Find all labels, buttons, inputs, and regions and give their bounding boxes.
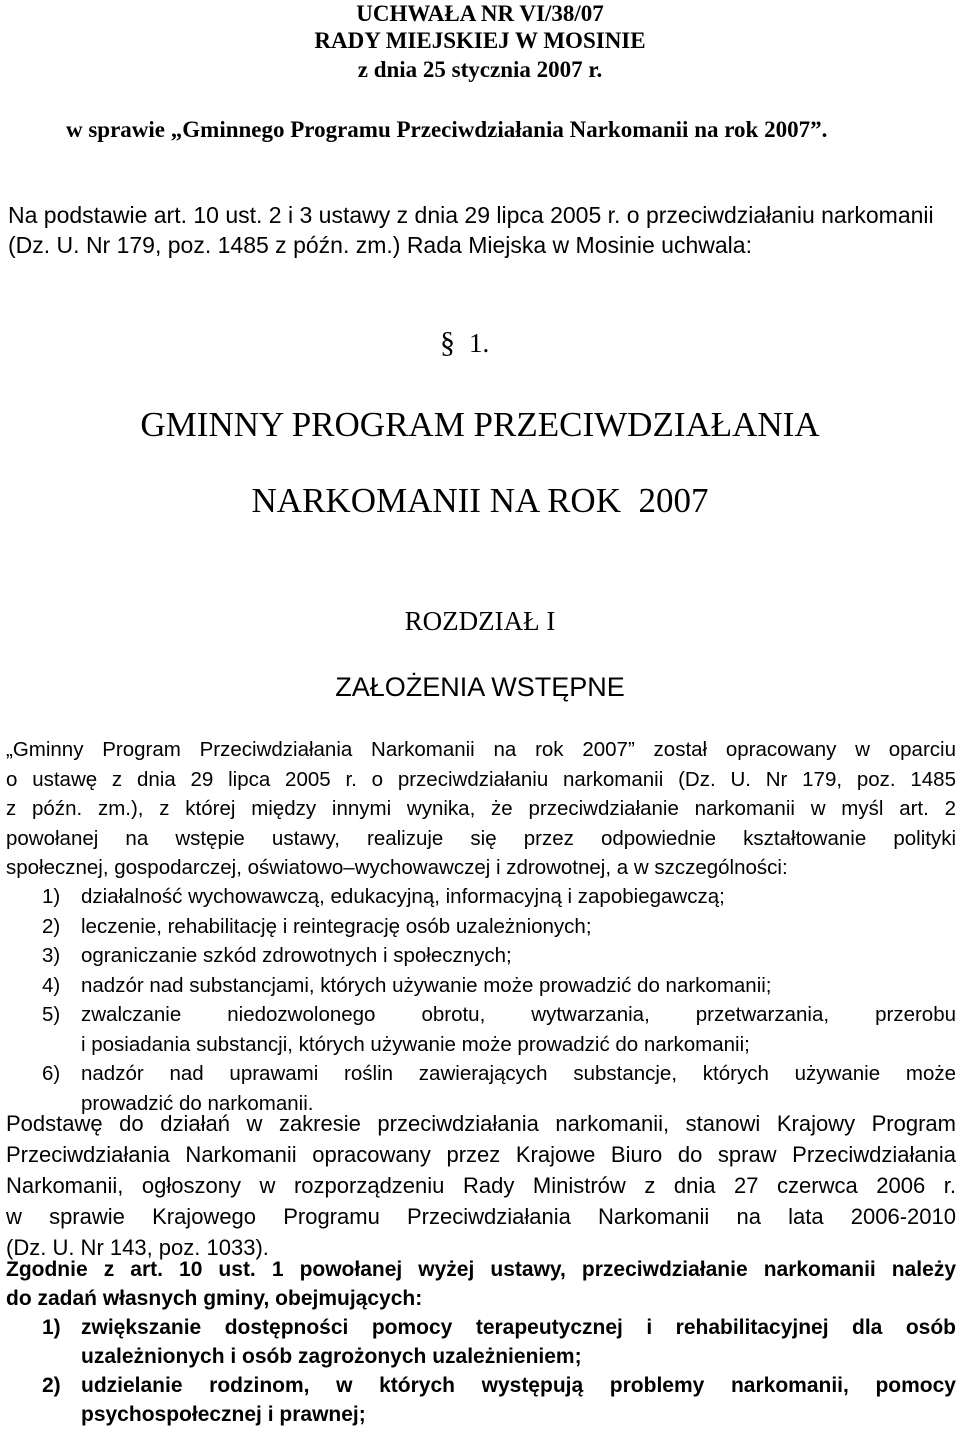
list-item xyxy=(6,941,956,971)
list-item-number: 1) xyxy=(42,1316,61,1339)
list-item-text: uzależnionych i osób zagrożonych uzależnieniem; xyxy=(81,1345,582,1368)
list-item xyxy=(6,971,956,1001)
resolution-number: UCHWAŁA NR VI/38/07 xyxy=(356,1,604,26)
paragraph-mark xyxy=(440,326,489,360)
list-item xyxy=(6,1313,956,1371)
list-item xyxy=(6,1371,956,1429)
list-item-text: nadzór nad uprawami roślin zawierających substancje, których używanie może xyxy=(81,1062,956,1085)
duties-list xyxy=(6,1313,956,1429)
list-item-text: prowadzić do narkomanii. xyxy=(81,1091,314,1115)
list-item xyxy=(6,912,956,942)
paragraph-line: Podstawę do działań w zakresie przeciwdziałania narkomanii, stanowi Krajowy Program xyxy=(6,1111,956,1136)
chapter-name: ZAŁOŻENIA WSTĘPNE xyxy=(335,672,625,702)
list-item-number: 2) xyxy=(42,1374,61,1397)
paragraph-line: Przeciwdziałania Narkomanii opracowany przez Krajowe Biuro do spraw Przeciwdziałania xyxy=(6,1142,956,1167)
list-item-number: 6) xyxy=(42,1062,61,1085)
intro-line: o ustawę z dnia 29 lipca 2005 r. o przeciwdziałaniu narkomanii (Dz. U. Nr 179, poz. 1485 xyxy=(6,767,956,791)
legal-basis xyxy=(8,200,958,260)
legal-basis-line: (Dz. U. Nr 179, poz. 1485 z późn. zm.) Rada Miejska w Mosinie uchwala: xyxy=(8,232,752,258)
paragraph-line: w sprawie Krajowego Programu Przeciwdziałania Narkomanii na lata 2006-2010 xyxy=(6,1204,956,1229)
paragraph-line: Narkomanii, ogłoszony w rozporządzeniu Rady Ministrów z dnia 27 czerwca 2006 r. xyxy=(6,1173,956,1198)
municipal-duties-intro xyxy=(6,1255,956,1313)
intro-line: „Gminny Program Przeciwdziałania Narkomanii na rok 2007” został opracowany w oparciu xyxy=(6,738,956,761)
list-item-text: leczenie, rehabilitację i reintegrację osób uzależnionych; xyxy=(81,914,592,938)
list-item-text: działalność wychowawczą, edukacyjną, informacyjną i zapobiegawczą; xyxy=(81,885,725,908)
paragraph-line: (Dz. U. Nr 143, poz. 1033). xyxy=(6,1235,269,1260)
list-item xyxy=(6,882,956,912)
list-item xyxy=(6,1000,956,1059)
list-item-text: psychospołecznej i prawnej; xyxy=(81,1403,366,1426)
intro-paragraph xyxy=(6,735,956,883)
national-program-paragraph xyxy=(6,1108,956,1263)
list-item-number: 1) xyxy=(42,885,61,908)
list-item-text: zwiększanie dostępności pomocy terapeutycznej i rehabilitacyjnej dla osób xyxy=(81,1316,956,1339)
tasks-list xyxy=(6,882,956,1118)
section-symbol: § xyxy=(440,326,455,359)
intro-line: z późn. zm.), z której między innymi wynika, że przeciwdziałanie narkomanii w myśl art. 2 xyxy=(6,797,956,820)
legal-basis-line: Na podstawie art. 10 ust. 2 i 3 ustawy z dnia 29 lipca 2005 r. o przeciwdziałaniu narkomanii xyxy=(8,202,934,228)
list-item-text: nadzór nad substancjami, których używanie może prowadzić do narkomanii; xyxy=(81,973,772,997)
resolution-date: z dnia 25 stycznia 2007 r. xyxy=(357,57,603,82)
list-item-number: 4) xyxy=(42,973,61,997)
list-item-number: 5) xyxy=(42,1003,61,1026)
list-item-number: 2) xyxy=(42,914,61,938)
list-item-text: zwalczanie niedozwolonego obrotu, wytwarzania, przetwarzania, przerobu xyxy=(81,1003,956,1026)
chapter-number: ROZDZIAŁ I xyxy=(404,606,556,636)
list-item-text: i posiadania substancji, których używanie może prowadzić do narkomanii; xyxy=(81,1032,750,1056)
council-name: RADY MIEJSKIEJ W MOSINIE xyxy=(314,28,646,53)
resolution-subject: w sprawie „Gminnego Programu Przeciwdziałania Narkomanii na rok 2007”. xyxy=(66,117,828,142)
list-item-text: udzielanie rodzinom, w których występują problemy narkomanii, pomocy xyxy=(81,1374,956,1397)
program-title-line: NARKOMANII NA ROK 2007 xyxy=(251,481,709,520)
intro-line: społecznej, gospodarczej, oświatowo–wychowawczej i zdrowotnej, a w szczególności: xyxy=(6,856,788,879)
paragraph-line: do zadań własnych gminy, obejmujących: xyxy=(6,1287,423,1310)
paragraph-number: 1. xyxy=(469,328,490,358)
intro-line: powołanej na wstępie ustawy, realizuje się przez odpowiednie kształtowanie polityki xyxy=(6,826,956,850)
list-item-number: 3) xyxy=(42,944,61,967)
list-item-text: ograniczanie szkód zdrowotnych i społecznych; xyxy=(81,944,512,967)
program-title-line: GMINNY PROGRAM PRZECIWDZIAŁANIA xyxy=(140,405,820,444)
paragraph-line: Zgodnie z art. 10 ust. 1 powołanej wyżej ustawy, przeciwdziałanie narkomanii należy xyxy=(6,1258,956,1281)
